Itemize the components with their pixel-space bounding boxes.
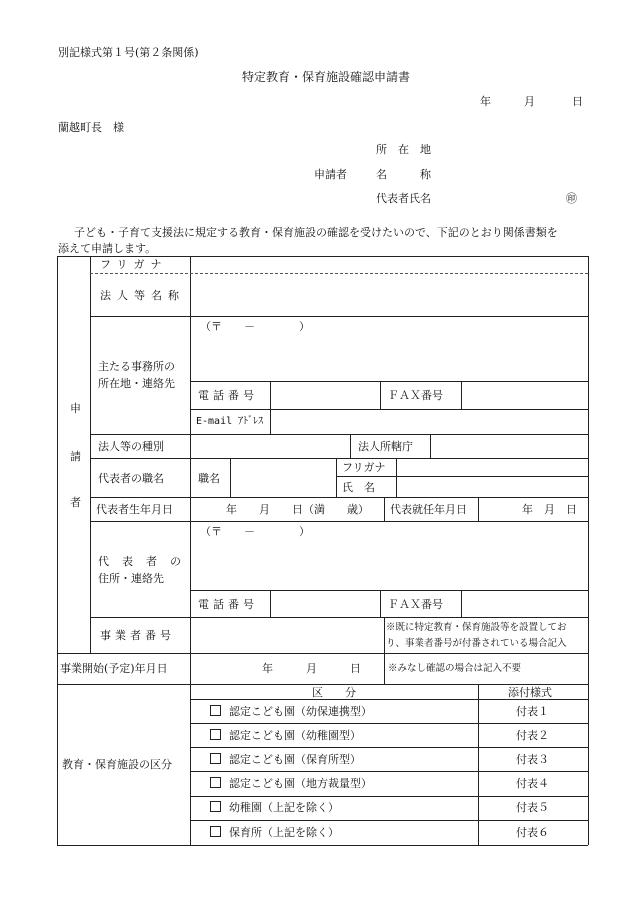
label-start-date: 事業開始(予定)年月日 (60, 662, 168, 675)
business-no-field[interactable] (192, 619, 382, 652)
checkbox-5[interactable] (210, 801, 221, 812)
rep-birth-value[interactable]: 年 月 日（満 歳） (226, 503, 369, 516)
label-furigana: フリガナ (100, 258, 168, 271)
category-row-5[interactable] (210, 801, 339, 814)
category-label-1: 認定こども園（幼保連携型） (229, 705, 372, 718)
checkbox-2[interactable] (210, 729, 221, 740)
attach-2: 付表２ (516, 729, 549, 742)
category-label-5: 幼稚園（上記を除く） (229, 801, 339, 814)
category-row-1[interactable] (210, 705, 372, 718)
rep-furigana-field[interactable] (398, 460, 586, 475)
side-label-1: 申 (70, 402, 81, 415)
date-day: 日 (572, 95, 583, 108)
label-office-addr-2: 所在地・連絡先 (98, 377, 175, 390)
label-rep-shimei: 氏 名 (342, 481, 375, 494)
label-rep-furigana: フリガナ (342, 461, 386, 474)
label-rep-birth: 代表者生年月日 (96, 503, 173, 516)
corp-type-field[interactable] (192, 436, 348, 457)
rep-fax-field[interactable] (463, 592, 586, 616)
form-number: 別記様式第１号(第２条関係) (58, 46, 199, 59)
label-category: 教育・保育施設の区分 (62, 758, 172, 771)
label-rep-fax: ＦＡＸ番号 (388, 598, 443, 611)
category-row-6[interactable] (210, 826, 339, 839)
seal-mark: ㊞ (566, 192, 577, 205)
label-corp-type: 法人等の種別 (98, 440, 164, 453)
business-note-2: り、事業者番号が付番されている場合記入 (386, 638, 567, 649)
label-rep-start: 代表就任年月日 (390, 503, 467, 516)
attach-header: 添付様式 (508, 686, 552, 699)
side-label-2: 請 (70, 450, 81, 463)
rep-postal: （〒 － ） (200, 525, 310, 538)
rep-address-field[interactable] (192, 523, 586, 589)
rep-tel-field[interactable] (272, 592, 378, 616)
attach-6: 付表６ (516, 826, 549, 839)
side-label-3: 者 (70, 496, 81, 509)
label-corp-name: 法人等名称 (100, 289, 185, 302)
checkbox-1[interactable] (210, 705, 221, 716)
label-office-email: E-mail ｱﾄﾞﾚｽ (196, 416, 264, 427)
start-date-value[interactable]: 年 月 日 (262, 662, 361, 675)
attach-1: 付表１ (516, 705, 549, 718)
rep-start-value[interactable]: 年 月 日 (522, 503, 577, 516)
rep-name-field[interactable] (398, 478, 586, 496)
category-row-4[interactable] (210, 777, 372, 790)
office-fax-field[interactable] (463, 383, 586, 408)
category-header: 区 分 (312, 686, 356, 699)
intro-line-2: 添えて申請します。 (58, 242, 157, 255)
label-office-addr-1: 主たる事務所の (98, 360, 175, 373)
date-year: 年 (480, 95, 491, 108)
attach-5: 付表５ (516, 801, 549, 814)
label-business-no: 事業者番号 (100, 629, 175, 642)
category-label-4: 認定こども園（地方裁量型） (229, 777, 372, 790)
office-email-field[interactable] (272, 411, 586, 433)
intro-line-1: 子ども・子育て支援法に規定する教育・保育施設の確認を受けたいので、下記のとおり関係書類を (74, 226, 558, 239)
label-applicant: 申請者 (314, 168, 347, 181)
business-note-1: ※既に特定教育・保育施設等を設置してお (386, 622, 567, 633)
corp-office-field[interactable] (432, 436, 586, 457)
rep-job-field[interactable] (232, 460, 334, 496)
date-month: 月 (524, 95, 535, 108)
label-rep-addr-2: 住所・連絡先 (98, 572, 164, 585)
office-tel-field[interactable] (272, 383, 378, 408)
document-title: 特定教育・保育施設確認申請書 (242, 70, 411, 84)
office-address-field[interactable] (192, 318, 586, 380)
label-office-fax: ＦＡＸ番号 (388, 389, 443, 402)
label-corp-office: 法人所轄庁 (358, 440, 413, 453)
label-rep-addr-1: 代 表 者 の (98, 555, 182, 568)
category-label-6: 保育所（上記を除く） (229, 826, 339, 839)
category-label-2: 認定こども園（幼稚園型） (229, 729, 361, 742)
category-row-2[interactable] (210, 729, 361, 742)
label-location: 所 在 地 (376, 143, 431, 156)
checkbox-3[interactable] (210, 753, 221, 764)
category-label-3: 認定こども園（保育所型） (229, 753, 361, 766)
label-rep-tel: 電話番号 (198, 598, 258, 611)
office-postal: （〒 － ） (200, 320, 310, 333)
label-name: 名 称 (376, 168, 431, 181)
label-rep-title: 代表者の職名 (98, 472, 164, 485)
category-row-3[interactable] (210, 753, 361, 766)
checkbox-6[interactable] (210, 826, 221, 837)
label-job: 職名 (198, 472, 220, 485)
attach-4: 付表４ (516, 777, 549, 790)
label-rep-name: 代表者氏名 (376, 192, 431, 205)
checkbox-4[interactable] (210, 777, 221, 788)
corp-furigana-field[interactable] (192, 257, 586, 272)
label-office-tel: 電話番号 (198, 389, 258, 402)
start-date-note: ※みなし確認の場合は記入不要 (388, 663, 522, 674)
attach-3: 付表３ (516, 753, 549, 766)
corp-name-field[interactable] (192, 275, 586, 315)
addressee: 蘭越町長 様 (58, 121, 124, 134)
